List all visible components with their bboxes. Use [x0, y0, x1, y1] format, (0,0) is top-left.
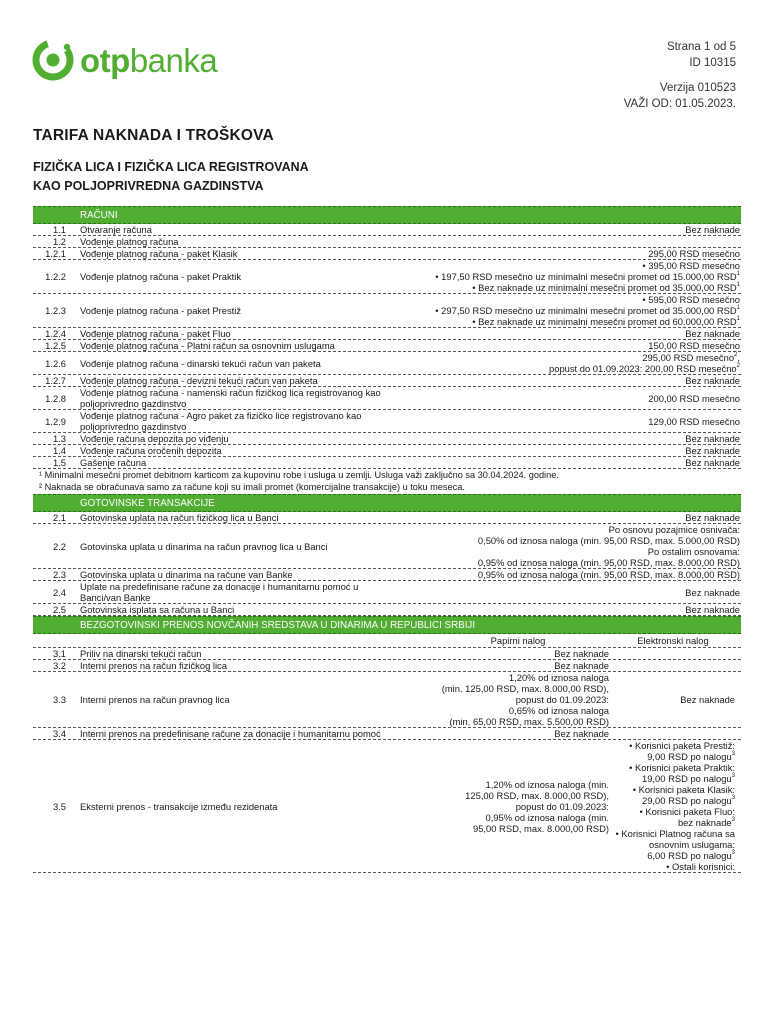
row-description [69, 457, 424, 468]
table-row [33, 457, 741, 469]
cell-line: Bez naknade [685, 445, 740, 456]
cell-line: Priliv na dinarski tekući račun [80, 648, 202, 659]
section-header [33, 206, 741, 224]
table-row [33, 224, 741, 236]
cell-line: Gotovinska isplata sa računa u Banci [80, 604, 235, 615]
row-fee [424, 604, 741, 615]
row-number: 1.2.6 [45, 357, 66, 369]
logo-text-banka: banka [129, 41, 218, 79]
table-row [33, 524, 741, 569]
table-row [33, 236, 741, 248]
row-description [69, 660, 424, 671]
table-row [33, 433, 741, 445]
row-number: 3.1 [52, 648, 66, 659]
row-description [69, 305, 424, 316]
row-fee [424, 433, 741, 444]
table-row [33, 375, 741, 387]
row-description [69, 340, 424, 351]
row-number: 2.2 [52, 540, 66, 552]
row-paper-fee [424, 779, 609, 834]
row-fee [424, 352, 741, 374]
document-version: Verzija 010523 [659, 82, 736, 94]
cell-line: 29,00 RSD po nalogu$^3$ [642, 795, 735, 806]
row-description [69, 728, 424, 739]
row-description [69, 581, 424, 603]
row-number: 1.2.5 [45, 340, 66, 351]
cell-line: • Korisnici Platnog računa sa [615, 828, 735, 839]
column-header-electronic: Elektronski nalog [637, 635, 709, 646]
row-number: 1.2.8 [45, 392, 66, 404]
cell-line: • 297,50 RSD mesečno uz minimalni mesečni promet od 35.000,00 RSD$^1$ [435, 305, 740, 316]
table-row [33, 569, 741, 581]
row-fee [424, 524, 741, 568]
cell-line: bez naknade$^3$ [677, 817, 735, 828]
cell-line: (min. 125,00 RSD, max. 8.000,00 RSD), [441, 683, 609, 694]
cell-line: Vođenje računa oročenih depozita [80, 445, 222, 456]
cell-line: Bez naknade [685, 512, 740, 523]
cell-line: Bez naknade [685, 328, 740, 339]
row-description [69, 801, 424, 812]
table-row [33, 340, 741, 352]
cell-line: • Bez naknade uz minimalni mesečni promet od 60.000,00 RSD$^1$ [472, 316, 740, 327]
cell-line: Vođenje platnog računa - namenski račun fizičkog lica registrovanog kao [80, 387, 381, 398]
cell-line: Gašenje računa [80, 457, 147, 468]
logo-text-otp: otp [80, 41, 130, 79]
row-description [69, 648, 424, 659]
table-row [33, 352, 741, 375]
cell-line: Bez naknade [685, 433, 740, 444]
cell-line: Vođenje platnog računa - Agro paket za fizičko lice registrovano kao [80, 410, 362, 421]
row-fee [424, 248, 741, 259]
table-row [33, 294, 741, 328]
cell-line: poljoprivredno gazdinstvo [80, 421, 187, 432]
cell-line: Otvaranje računa [80, 224, 152, 235]
tariff-table [33, 206, 741, 873]
row-description [69, 512, 424, 523]
cell-line: poljoprivredno gazdinstvo [80, 398, 187, 409]
row-paper-fee [424, 672, 609, 727]
row-description [69, 445, 424, 456]
cell-line: 295,00 RSD mesečno [648, 248, 740, 259]
row-fee [424, 445, 741, 456]
cell-line: 6,00 RSD po nalogu$^3$ [647, 850, 735, 861]
row-number: 1.2.9 [45, 415, 66, 427]
cell-line: Vođenje platnog računa - devizni tekući račun van paketa [80, 375, 318, 386]
cell-line: 295,00 RSD mesečno$^2$, [642, 352, 740, 363]
table-row [33, 740, 741, 873]
cell-line: Bez naknade [685, 604, 740, 615]
cell-line: • Korisnici paketa Praktik: [629, 762, 735, 773]
cell-line: • 197,50 RSD mesečno uz minimalni mesečni promet od 15.000,00 RSD$^1$ [435, 271, 740, 282]
row-electronic-fee [609, 740, 741, 872]
row-description [69, 433, 424, 444]
row-fee [424, 328, 741, 339]
row-fee [424, 393, 741, 404]
cell-line: • Korisnici paketa Klasik: [632, 784, 735, 795]
cell-line: 200,00 RSD mesečno [648, 392, 740, 404]
footnotes [33, 469, 741, 494]
table-row [33, 648, 741, 660]
cell-line: 125,00 RSD, max. 8.000,00 RSD), [465, 789, 609, 801]
column-header-paper: Papirni nalog [490, 635, 546, 646]
cell-line: 0,50% od iznosa naloga (min. 95,00 RSD, max. 5.000,00 RSD) [477, 535, 740, 546]
cell-line: Vođenje platnog računa - paket Fluo [80, 328, 231, 339]
row-number: 1.5 [52, 457, 66, 468]
cell-line: Bez naknade [554, 728, 609, 739]
row-fee [424, 512, 741, 523]
section-title: GOTOVINSKE TRANSAKCIJE [80, 497, 215, 509]
cell-line: popust do 01.09.2023: 200,00 RSD mesečno$^2$ [549, 363, 740, 374]
table-row [33, 387, 741, 410]
row-fee [424, 224, 741, 235]
section-title: BEZGOTOVINSKI PRENOS NOVČANIH SREDSTAVA U DINARIMA U REPUBLICI SRBIJI [80, 619, 476, 631]
table-row [33, 410, 741, 433]
row-number: 1.2.2 [45, 271, 66, 282]
row-paper-fee [424, 648, 609, 659]
row-number: 2.3 [52, 569, 66, 580]
page-number: Strana 1 od 5 [666, 41, 736, 53]
cell-line: Bez naknade [685, 457, 740, 468]
page-title: TARIFA NAKNADA I TROŠKOVA [33, 127, 274, 144]
row-number: 2.1 [52, 512, 66, 523]
row-description [69, 224, 424, 235]
row-number: 1.2 [52, 236, 66, 247]
page-subtitle [33, 158, 309, 196]
cell-line: Interni prenos na račun fizičkog lica [80, 660, 227, 671]
cell-line: popust do 01.09.2023: [515, 694, 609, 705]
row-description [69, 694, 424, 705]
row-number: 1.1 [52, 224, 66, 235]
row-description [69, 236, 424, 247]
table-row [33, 581, 741, 604]
column-headers [33, 634, 741, 648]
otp-banka-logo [32, 38, 262, 82]
row-description [69, 387, 424, 409]
cell-line: Interni prenos na predefinisane račune za donacije i humanitarnu pomoć [80, 728, 381, 739]
cell-line: Gotovinska uplata na račun fizičkog lica u Banci [80, 512, 279, 523]
cell-line: • 395,00 RSD mesečno [642, 260, 740, 271]
row-number: 3.3 [52, 694, 66, 705]
cell-line: 150,00 RSD mesečno [648, 340, 740, 351]
section-header [33, 494, 741, 512]
table-row [33, 445, 741, 457]
cell-line: Bez naknade [685, 586, 740, 598]
otp-logo-icon [32, 39, 74, 81]
row-fee [424, 375, 741, 386]
row-paper-fee [424, 660, 609, 671]
valid-from: VAŽI OD: 01.05.2023. [623, 97, 736, 110]
table-row [33, 248, 741, 260]
row-number: 2.4 [52, 586, 66, 598]
table-row [33, 728, 741, 740]
table-row [33, 328, 741, 340]
footnote: ¹ Minimalni mesečni promet debitnom karticom za kupovinu robe i usluga u zemlji. Usluga važi zaključno sa 30.04.2024. godine. [39, 470, 559, 480]
cell-line: 19,00 RSD po nalogu$^3$ [642, 773, 735, 784]
cell-line: Bez naknade [685, 224, 740, 235]
table-row [33, 260, 741, 294]
cell-line: Po ostalim osnovama: [647, 546, 740, 557]
row-description [69, 569, 424, 580]
row-description [69, 375, 424, 386]
cell-line: Bez naknade [685, 375, 740, 386]
cell-line: Vođenje platnog računa - paket Praktik [80, 271, 242, 282]
row-number: 1.2.4 [45, 328, 66, 339]
cell-line: Vođenje platnog računa - Platni račun sa osnovnim uslugama [80, 340, 335, 351]
row-number: 3.4 [52, 728, 66, 739]
row-description [69, 248, 424, 259]
cell-line: Banci/van Banke [80, 592, 151, 603]
row-number: 1.2.1 [45, 248, 66, 259]
cell-line: • Korisnici paketa Prestiž: [629, 740, 735, 751]
row-fee [424, 294, 741, 327]
row-description [69, 328, 424, 339]
cell-line: 1,20% od iznosa naloga (min. [485, 778, 609, 790]
cell-line: Bez naknade [554, 660, 609, 671]
cell-line: Bez naknade [554, 648, 609, 659]
cell-line: Eksterni prenos - transakcije između rezidenata [80, 800, 278, 812]
row-fee [424, 457, 741, 468]
cell-line: 9,00 RSD po nalogu$^3$ [647, 751, 735, 762]
cell-line: 0,95% od iznosa naloga (min. 95,00 RSD, max. 8.000,00 RSD) [477, 557, 740, 568]
table-row [33, 660, 741, 672]
cell-line: Vođenje platnog računa - paket Klasik [80, 248, 238, 259]
cell-line: Uplate na predefinisane račune za donacije i humanitarnu pomoć u [80, 581, 359, 592]
cell-line: 0,95% od iznosa naloga (min. [485, 811, 609, 823]
cell-line: popust do 01.09.2023: [515, 800, 609, 812]
table-row [33, 604, 741, 616]
cell-line: Vođenje platnog računa [80, 236, 179, 247]
row-fee [424, 587, 741, 598]
row-description [69, 410, 424, 432]
row-number: 2.5 [52, 604, 66, 615]
row-description [69, 541, 424, 552]
row-electronic-fee [609, 694, 741, 705]
cell-line: Po osnovu pozajmice osnivača: [608, 524, 740, 535]
footnote: ² Naknada se obračunava samo za račune koji su imali promet (komercijalne transakcije) u toku meseca. [39, 481, 465, 492]
cell-line: Interni prenos na račun pravnog lica [80, 694, 230, 705]
section-header [33, 616, 741, 634]
document-meta [624, 40, 736, 112]
row-fee [424, 569, 741, 580]
cell-line: Vođenje računa depozita po viđenju [80, 433, 229, 444]
row-paper-fee [424, 728, 609, 739]
cell-line: 0,65% od iznosa naloga [508, 705, 609, 716]
row-number: 3.5 [52, 800, 66, 812]
row-description [69, 271, 424, 282]
section-title: RAČUNI [80, 209, 118, 221]
row-number: 1.4 [52, 445, 66, 456]
cell-line: 129,00 RSD mesečno [648, 415, 740, 427]
cell-line: Vođenje platnog računa - dinarski tekući račun van paketa [80, 357, 321, 369]
subtitle-line-1: FIZIČKA LICA I FIZIČKA LICA REGISTROVANA [33, 160, 309, 174]
cell-line: (min. 65,00 RSD, max. 5.500,00 RSD) [449, 716, 609, 727]
cell-line: 1,20% od iznosa naloga [508, 672, 609, 683]
row-fee [424, 260, 741, 293]
row-description [69, 358, 424, 369]
cell-line: • Korisnici paketa Fluo: [639, 806, 735, 817]
cell-line: Bez naknade [680, 694, 735, 705]
cell-line: • Bez naknade uz minimalni mesečni promet od 35.000,00 RSD$^1$ [472, 282, 740, 293]
cell-line: osnovnim uslugama: [649, 839, 735, 850]
cell-line: 95,00 RSD, max. 8.000,00 RSD) [472, 822, 609, 834]
row-number: 1.2.7 [45, 375, 66, 386]
table-row [33, 512, 741, 524]
row-description [69, 604, 424, 615]
subtitle-line-2: KAO POLJOPRIVREDNA GAZDINSTVA [33, 179, 264, 193]
row-fee [424, 416, 741, 427]
row-number: 1.3 [52, 433, 66, 444]
table-row [33, 672, 741, 728]
cell-line: Gotovinska uplata u dinarima na račune van Banke [80, 569, 293, 580]
row-number: 3.2 [52, 660, 66, 671]
document-id: ID 10315 [689, 56, 736, 69]
row-number: 1.2.3 [45, 305, 66, 316]
cell-line: 0,95% od iznosa naloga (min. 95,00 RSD, max. 8.000,00 RSD) [477, 569, 740, 580]
cell-line: Gotovinska uplata u dinarima na račun pravnog lica u Banci [80, 540, 328, 552]
cell-line: Vođenje platnog računa - paket Prestiž [80, 305, 242, 316]
cell-line: • 595,00 RSD mesečno [642, 294, 740, 305]
cell-line: • Ostali korisnici: [666, 861, 735, 872]
row-fee [424, 340, 741, 351]
